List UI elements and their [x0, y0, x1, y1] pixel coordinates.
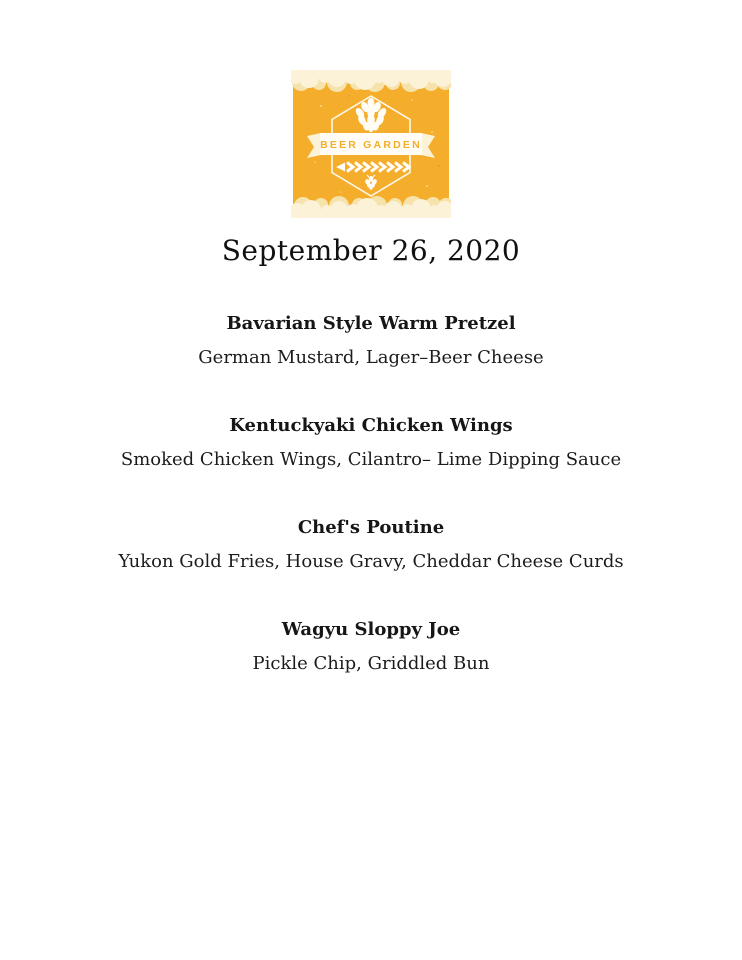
foam-border-top: [291, 70, 451, 92]
date-heading: September 26, 2020: [221, 234, 521, 267]
banner-label: BEER GARDEN: [320, 139, 422, 151]
beer-garden-logo-art: [291, 70, 451, 218]
menu-item: [0, 619, 742, 675]
menu-item-title: Kentuckyaki Chicken Wings: [229, 415, 513, 436]
menu-item: [0, 415, 742, 471]
menu-item-description: Yukon Gold Fries, House Gravy, Cheddar Cheese Curds: [118, 551, 624, 572]
menu-item-title: Wagyu Sloppy Joe: [281, 619, 461, 640]
menu-item: [0, 517, 742, 573]
menu-list: [0, 313, 742, 675]
menu-item: [0, 313, 742, 369]
menu-item-title: Chef's Poutine: [297, 517, 445, 538]
menu-item-description: German Mustard, Lager–Beer Cheese: [198, 347, 544, 368]
banner-ribbon: [307, 133, 435, 158]
beer-garden-logo: [291, 70, 451, 218]
menu-item-description: Pickle Chip, Griddled Bun: [252, 653, 490, 674]
menu-item-title: Bavarian Style Warm Pretzel: [226, 313, 516, 334]
menu-item-description: Smoked Chicken Wings, Cilantro– Lime Dipping Sauce: [120, 449, 622, 470]
